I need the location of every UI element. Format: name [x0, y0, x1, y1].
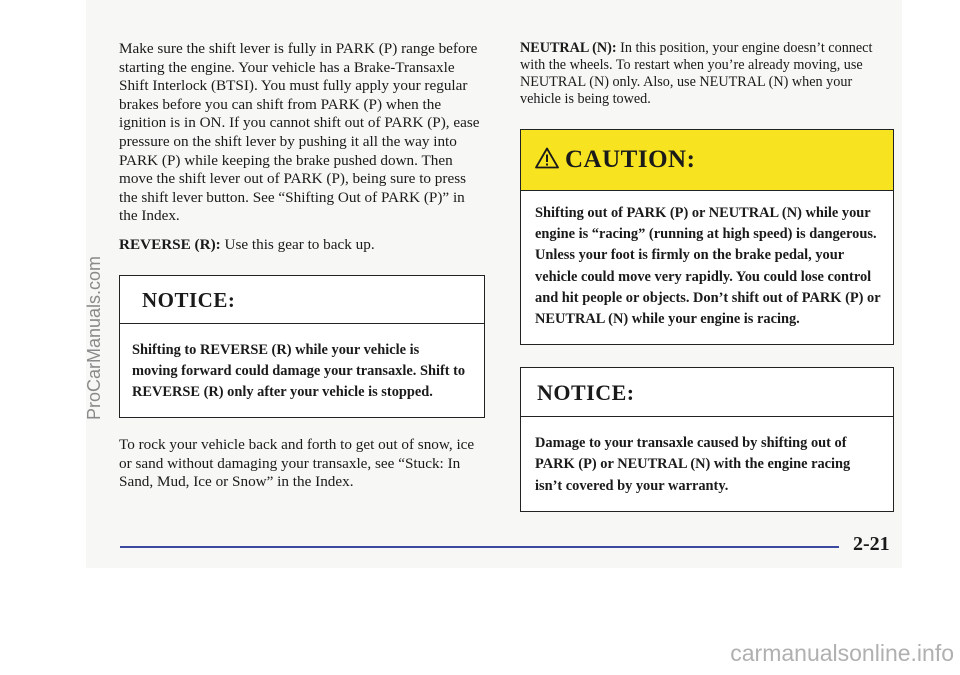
intro-paragraph: Make sure the shift lever is fully in PARK (P) range before starting the engine. Your vehicle has a Brake-Transaxle Shift Interlock (BTSI). You must fully apply your regular brakes before you can shift from PARK (P) when the ignition is in ON. If you cannot shift out of PARK (P), ease pressure on the shift lever by pushing it all the way into PARK (P) while keeping the brake pushed down. Then move the shift lever out of PARK (P), being sure to press the shift lever button. See “Shifting Out of PARK (P)” in the Index. [119, 40, 480, 225]
reverse-label: REVERSE (R): [119, 235, 221, 253]
notice-body: Damage to your transaxle caused by shifting out of PARK (P) or NEUTRAL (N) with the engine racing isn’t covered by your warranty. [535, 435, 851, 494]
notice-box-reverse [119, 275, 485, 419]
left-column [119, 40, 484, 492]
neutral-label: NEUTRAL (N): [520, 40, 617, 56]
caution-header [521, 130, 893, 191]
caution-title: CAUTION: [565, 146, 696, 173]
side-watermark: ProCarManuals.com [84, 255, 104, 420]
neutral-paragraph [520, 40, 895, 108]
reverse-text: Use this gear to back up. [220, 235, 375, 253]
bottom-watermark: carmanualsonline.info [730, 640, 954, 666]
notice-title: NOTICE: [521, 368, 893, 417]
notice-box-warranty [520, 367, 894, 512]
neutral-text: In this position, your engine doesn’t connect with the wheels. To restart when you’re already moving, use NEUTRAL (N) only. Also, use NEUTRAL (N) when your vehicle is being towed. [520, 40, 873, 107]
notice-body: Shifting to REVERSE (R) while your vehicle is moving forward could damage your transaxle. Shift to REVERSE (R) only after your vehicle is stopped. [132, 341, 466, 400]
warning-triangle-icon [535, 147, 559, 174]
rock-paragraph: To rock your vehicle back and forth to get out of snow, ice or sand without damaging your transaxle, see “Stuck: In Sand, Mud, Ice or Snow” in the Index. [119, 436, 475, 491]
page-number: 2-21 [853, 533, 890, 555]
notice-title: NOTICE: [120, 276, 484, 324]
footer-rule [120, 546, 839, 548]
reverse-paragraph [119, 236, 484, 255]
caution-box [520, 129, 894, 345]
right-column [520, 40, 895, 512]
caution-body: Shifting out of PARK (P) or NEUTRAL (N) while your engine is “racing” (running at high speed) is dangerous. Unless your foot is firmly on the brake pedal, your vehicle could move very rapidly. You could lose control and hit people or objects. Don’t shift out of PARK (P) or NEUTRAL (N) while your engine is racing. [535, 205, 881, 328]
